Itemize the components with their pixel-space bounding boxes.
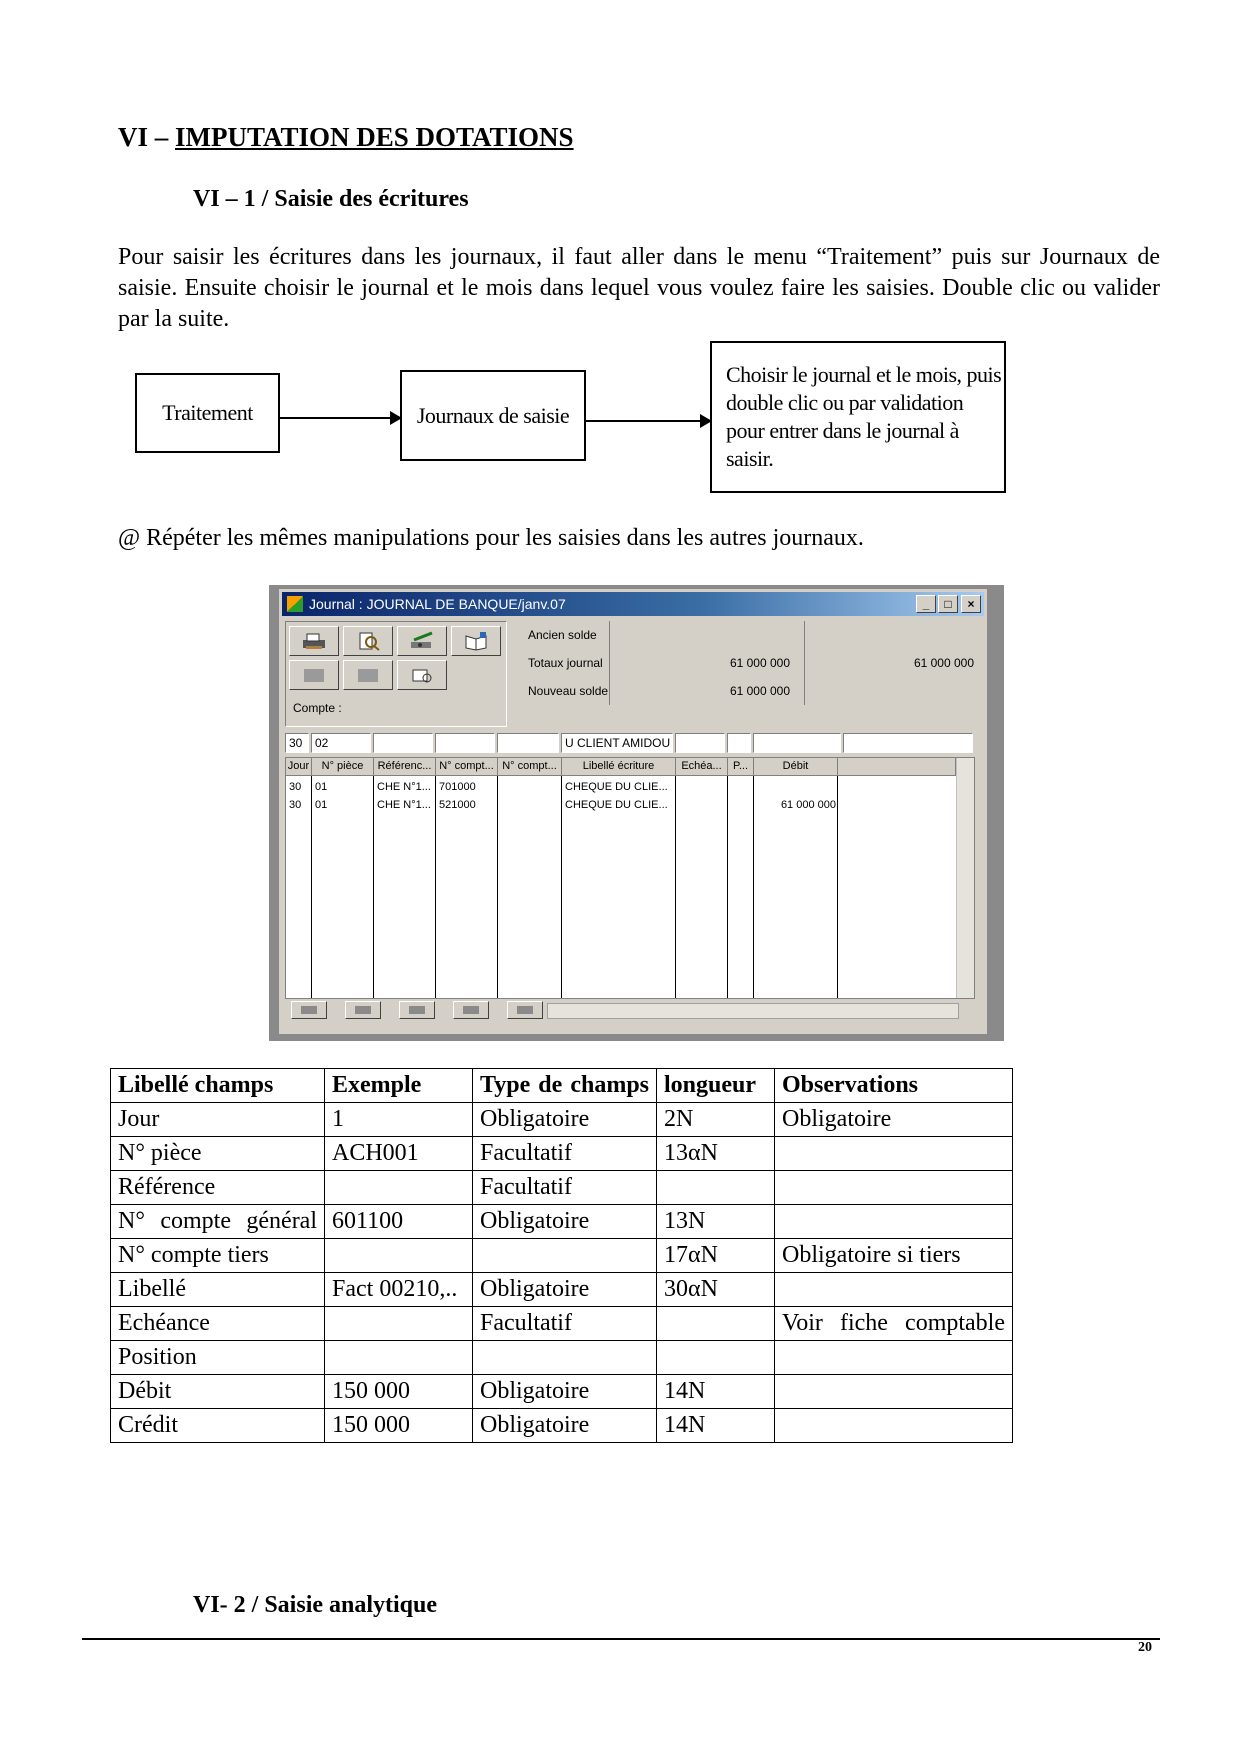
totaux-journal-row	[524, 649, 979, 677]
tool-button-1[interactable]	[289, 626, 339, 656]
nav-button[interactable]	[453, 1001, 489, 1019]
flow-arrow-2	[586, 420, 710, 422]
nouveau-solde-row	[524, 677, 979, 705]
totals-divider	[804, 621, 805, 705]
header-cell: Type de champs	[473, 1069, 657, 1103]
header-cell: Observations	[775, 1069, 1013, 1103]
column-header[interactable]: N° compt...	[436, 758, 498, 776]
search-document-icon	[352, 630, 384, 652]
ancien-solde-row	[524, 621, 979, 649]
tool-button-6[interactable]	[343, 660, 393, 690]
table-cell: N° pièce	[111, 1137, 325, 1171]
nav-button[interactable]	[399, 1001, 435, 1019]
totals-panel	[524, 621, 979, 711]
ancien-solde-label: Ancien solde	[528, 628, 597, 642]
table-cell: Obligatoire si tiers	[775, 1239, 1013, 1273]
grid-cell[interactable]: 30	[289, 781, 302, 793]
flow-box-traitement: Traitement	[135, 373, 280, 453]
table-cell: 14N	[657, 1375, 775, 1409]
table-cell: Jour	[111, 1103, 325, 1137]
header-cell: Libellé champs	[111, 1069, 325, 1103]
entry-credit[interactable]	[843, 733, 973, 753]
table-cell: 17αN	[657, 1239, 775, 1273]
table-header-row	[111, 1069, 1013, 1103]
table-cell	[775, 1341, 1013, 1375]
table-cell: Facultatif	[473, 1137, 657, 1171]
entry-libelle[interactable]: U CLIENT AMIDOU	[561, 733, 673, 753]
journal-window	[279, 589, 987, 1034]
nav-button[interactable]	[345, 1001, 381, 1019]
table-cell: Crédit	[111, 1409, 325, 1443]
journal-grid[interactable]	[285, 757, 975, 999]
grid-cell[interactable]: 701000	[439, 781, 476, 793]
table-row	[111, 1409, 1013, 1443]
tool-button-2[interactable]	[343, 626, 393, 656]
flow-box-choisir: Choisir le journal et le mois, puis double clic ou par validation pour entrer dans le journal à saisir.	[710, 341, 1006, 493]
grid-cell[interactable]: 521000	[439, 799, 476, 811]
entry-piece[interactable]: 02	[311, 733, 371, 753]
tool-button-7[interactable]	[397, 660, 447, 690]
grid-cell[interactable]: CHE N°1...	[377, 781, 431, 793]
totaux-debit: 61 000 000	[729, 656, 790, 670]
table-cell: 1	[325, 1103, 473, 1137]
table-row	[111, 1137, 1013, 1171]
header-cell: longueur	[657, 1069, 775, 1103]
table-row	[111, 1171, 1013, 1205]
table-cell	[775, 1137, 1013, 1171]
table-cell: Obligatoire	[473, 1103, 657, 1137]
pencil-edit-icon	[406, 630, 438, 652]
column-header[interactable]: Référenc...	[374, 758, 436, 776]
tool-button-3[interactable]	[397, 626, 447, 656]
table-cell: Libellé	[111, 1273, 325, 1307]
table-cell	[775, 1273, 1013, 1307]
entry-echeance[interactable]	[675, 733, 725, 753]
intro-paragraph: Pour saisir les écritures dans les journaux, il faut aller dans le menu “Traitement” puis sur Journaux de saisie. Ensuite choisir le journal et le mois dans lequel vous voulez faire les saisies. Double clic ou valider par la suite.	[118, 244, 1160, 332]
column-header-blank[interactable]	[838, 758, 956, 776]
repeat-note: @ Répéter les mêmes manipulations pour les saisies dans les autres journaux.	[118, 525, 864, 551]
disabled-tool-icon	[298, 664, 330, 686]
printer-icon	[298, 630, 330, 652]
status-bar	[285, 1001, 973, 1021]
table-cell: 150 000	[325, 1375, 473, 1409]
nav-button[interactable]	[291, 1001, 327, 1019]
table-cell	[775, 1409, 1013, 1443]
table-cell: Echéance	[111, 1307, 325, 1341]
entry-compte-general[interactable]	[435, 733, 495, 753]
table-cell: 13αN	[657, 1137, 775, 1171]
totaux-credit: 61 000 000	[913, 656, 974, 670]
grid-cell[interactable]: 01	[315, 799, 328, 811]
table-cell: 14N	[657, 1409, 775, 1443]
table-cell: Facultatif	[473, 1171, 657, 1205]
nouveau-solde-label: Nouveau solde	[528, 684, 609, 698]
table-cell: 2N	[657, 1103, 775, 1137]
table-cell	[473, 1341, 657, 1375]
tool-button-4[interactable]	[451, 626, 501, 656]
entry-position[interactable]	[727, 733, 751, 753]
vertical-scrollbar[interactable]	[956, 758, 974, 998]
table-cell	[325, 1239, 473, 1273]
table-row	[111, 1103, 1013, 1137]
table-cell	[473, 1239, 657, 1273]
table-cell	[657, 1307, 775, 1341]
table-cell: Facultatif	[473, 1307, 657, 1341]
document-stamp-icon	[406, 664, 438, 686]
entry-debit[interactable]	[753, 733, 841, 753]
table-cell	[325, 1171, 473, 1205]
entry-reference[interactable]	[373, 733, 433, 753]
column-header[interactable]: N° compt...	[498, 758, 562, 776]
section-title: IMPUTATION DES DOTATIONS	[175, 122, 574, 152]
column-header[interactable]: N° pièce	[312, 758, 374, 776]
column-header[interactable]: Débit	[754, 758, 838, 776]
grid-cell[interactable]: CHEQUE DU CLIE...	[565, 799, 668, 811]
field-table	[110, 1068, 1013, 1443]
table-row	[111, 1341, 1013, 1375]
close-button[interactable]: ×	[961, 595, 981, 613]
table-row	[111, 1307, 1013, 1341]
table-cell: Fact 00210,..	[325, 1273, 473, 1307]
grid-cell[interactable]: 01	[315, 781, 328, 793]
book-open-icon	[460, 630, 492, 652]
grid-cell[interactable]: 61 000 000	[780, 799, 836, 811]
flow-box-journaux: Journaux de saisie	[400, 370, 586, 461]
nav-button[interactable]	[507, 1001, 543, 1019]
table-cell	[775, 1205, 1013, 1239]
maximize-button[interactable]: □	[938, 595, 958, 613]
column-rule	[727, 776, 728, 998]
column-header[interactable]: Echéa...	[676, 758, 728, 776]
table-cell	[657, 1341, 775, 1375]
table-cell: ACH001	[325, 1137, 473, 1171]
flow-arrow-1	[280, 417, 400, 419]
totals-divider	[609, 621, 610, 705]
tool-button-5[interactable]	[289, 660, 339, 690]
table-cell: Obligatoire	[775, 1103, 1013, 1137]
section-number: VI –	[118, 122, 169, 152]
entry-compte-tiers[interactable]	[497, 733, 559, 753]
table-cell: Voir fiche comptable	[775, 1307, 1013, 1341]
section-heading	[118, 122, 574, 153]
table-cell	[775, 1375, 1013, 1409]
window-titlebar[interactable]	[282, 592, 984, 616]
table-row	[111, 1375, 1013, 1409]
table-cell: Référence	[111, 1171, 325, 1205]
table-cell: 150 000	[325, 1409, 473, 1443]
column-header[interactable]: Jour	[286, 758, 312, 776]
disabled-tool-icon	[352, 664, 384, 686]
subsection-heading-1: VI – 1 / Saisie des écritures	[193, 186, 469, 212]
grid-cell[interactable]: 30	[289, 799, 302, 811]
table-cell: Débit	[111, 1375, 325, 1409]
table-cell: N° compte tiers	[111, 1239, 325, 1273]
window-title: Journal : JOURNAL DE BANQUE/janv.07	[309, 596, 566, 612]
minimize-button[interactable]: _	[916, 595, 936, 613]
table-cell: N° compte général	[111, 1205, 325, 1239]
grid-cell[interactable]: CHE N°1...	[377, 799, 431, 811]
table-cell: 30αN	[657, 1273, 775, 1307]
column-header[interactable]: Libellé écriture	[562, 758, 676, 776]
totaux-journal-label: Totaux journal	[528, 656, 603, 670]
grid-cell[interactable]: CHEQUE DU CLIE...	[565, 781, 668, 793]
footer-rule	[82, 1638, 1160, 1640]
header-cell: Exemple	[325, 1069, 473, 1103]
table-row	[111, 1239, 1013, 1273]
table-cell: Obligatoire	[473, 1375, 657, 1409]
column-header[interactable]: P...	[728, 758, 754, 776]
table-cell: 601100	[325, 1205, 473, 1239]
horizontal-scrollbar[interactable]	[547, 1003, 959, 1019]
table-cell	[325, 1307, 473, 1341]
table-cell: Position	[111, 1341, 325, 1375]
journal-screenshot	[269, 585, 1004, 1041]
entry-jour[interactable]: 30	[285, 733, 309, 753]
table-cell	[657, 1171, 775, 1205]
app-icon	[287, 596, 303, 612]
nouveau-debit: 61 000 000	[729, 684, 790, 698]
table-row	[111, 1273, 1013, 1307]
table-row	[111, 1205, 1013, 1239]
table-cell: Obligatoire	[473, 1205, 657, 1239]
compte-label: Compte :	[293, 701, 342, 715]
table-cell: Obligatoire	[473, 1409, 657, 1443]
subsection-heading-2: VI- 2 / Saisie analytique	[193, 1592, 438, 1618]
table-cell	[775, 1171, 1013, 1205]
page-number: 20	[1138, 1640, 1152, 1655]
table-cell: 13N	[657, 1205, 775, 1239]
table-cell	[325, 1341, 473, 1375]
table-cell: Obligatoire	[473, 1273, 657, 1307]
